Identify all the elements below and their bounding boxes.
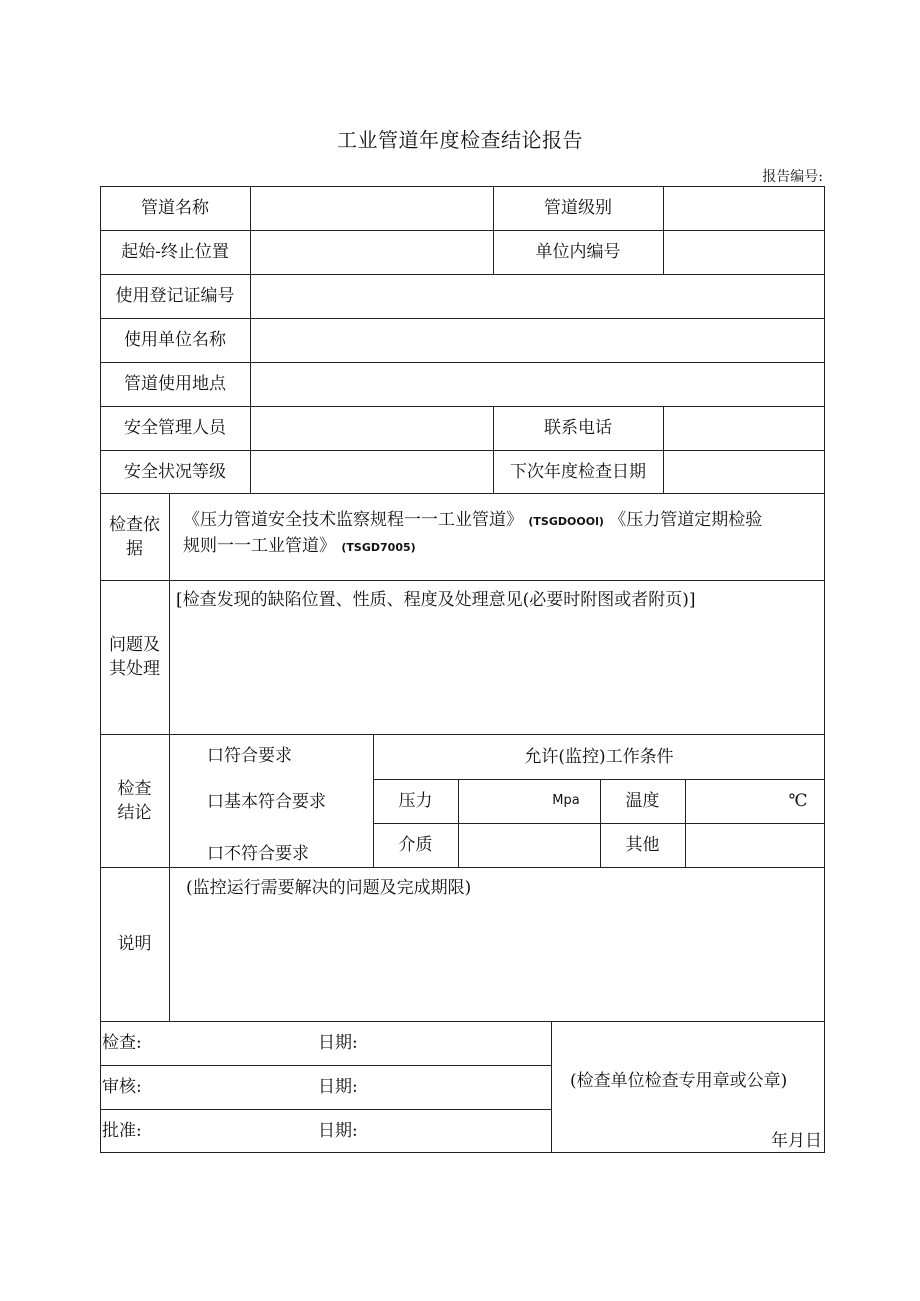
label-unit-number: 单位内编号: [535, 242, 621, 262]
label-problems: [100, 580, 169, 734]
label-pressure: 压力: [398, 791, 433, 811]
field-start-end-position[interactable]: [251, 231, 493, 274]
option-basically-compliant[interactable]: 口基本符合要求: [207, 792, 326, 812]
option-compliant[interactable]: 口符合要求: [207, 746, 292, 766]
field-pipe-grade[interactable]: [664, 187, 824, 230]
pressure-unit: Mpa: [552, 793, 580, 808]
label-problems-line2: 其处理: [109, 659, 160, 679]
basis-code-2: (TSGD7005): [341, 541, 416, 554]
field-medium[interactable]: [459, 824, 600, 867]
field-phone[interactable]: [664, 407, 824, 450]
field-notes[interactable]: [170, 904, 824, 1020]
label-safety-level: 安全状况等级: [124, 461, 226, 482]
label-safety-manager: 安全管理人员: [124, 418, 226, 438]
stamp-note: (检查单位检查专用章或公章): [570, 1071, 788, 1091]
inspection-basis-text: [170, 508, 824, 568]
field-usage-location[interactable]: [251, 363, 824, 406]
label-conclusion: [100, 734, 169, 867]
label-checked-by: 检查:: [102, 1033, 142, 1053]
label-temperature: 温度: [625, 791, 660, 811]
field-registration-cert[interactable]: [251, 275, 824, 318]
conditions-title: 允许(监控)工作条件: [524, 747, 674, 767]
notes-hint: (监控运行需要解决的问题及完成期限): [186, 878, 472, 898]
label-conclusion-line2: 结论: [117, 802, 152, 823]
label-user-unit: 使用单位名称: [124, 330, 226, 350]
label-approved-by: 批准:: [102, 1120, 142, 1141]
label-approve-date: 日期:: [318, 1120, 358, 1141]
label-notes: 说明: [117, 934, 152, 954]
field-user-unit[interactable]: [251, 319, 824, 362]
label-registration-cert: 使用登记证编号: [115, 286, 235, 306]
problems-hint: [检查发现的缺陷位置、性质、程度及处理意见(必要时附图或者附页)]: [176, 590, 696, 610]
field-unit-number[interactable]: [664, 231, 824, 274]
field-problems[interactable]: [170, 616, 824, 733]
field-other[interactable]: [686, 824, 824, 867]
field-safety-level[interactable]: [251, 451, 493, 493]
field-next-inspection-date[interactable]: [664, 451, 824, 493]
label-usage-location: 管道使用地点: [124, 374, 226, 394]
label-problems-line1: 问题及: [109, 635, 160, 655]
label-phone: 联系电话: [544, 418, 612, 438]
label-conclusion-line1: 检查: [117, 778, 152, 799]
basis-regulation-1: 《压力管道安全技术监察规程一一工业管道》: [183, 510, 523, 530]
label-next-inspection-date: 下次年度检查日期: [510, 461, 646, 482]
basis-code-1: (TSGDOOOl): [528, 515, 604, 528]
field-pipe-name[interactable]: [251, 187, 493, 230]
inspection-form-table: [100, 186, 825, 1153]
basis-regulation-2a: 《压力管道定期检验: [609, 510, 763, 530]
label-pipe-name: 管道名称: [141, 198, 209, 218]
label-start-end-position: 起始-终止位置: [121, 242, 229, 262]
label-medium: 介质: [398, 835, 433, 855]
label-check-date: 日期:: [318, 1033, 358, 1053]
report-number-label: 报告编号:: [762, 169, 823, 185]
page-title: 工业管道年度检查结论报告: [337, 128, 583, 152]
label-review-date: 日期:: [318, 1077, 358, 1097]
label-pipe-grade: 管道级别: [544, 198, 612, 218]
stamp-date: 年月日: [771, 1131, 822, 1151]
field-safety-manager[interactable]: [251, 407, 493, 450]
label-other: 其他: [625, 835, 660, 855]
basis-regulation-2b: 规则一一工业管道》: [183, 536, 336, 556]
option-non-compliant[interactable]: 口不符合要求: [207, 844, 309, 864]
label-inspection-basis: 检查依据: [109, 514, 160, 559]
temperature-unit: ℃: [788, 791, 808, 811]
label-reviewed-by: 审核:: [102, 1077, 142, 1097]
